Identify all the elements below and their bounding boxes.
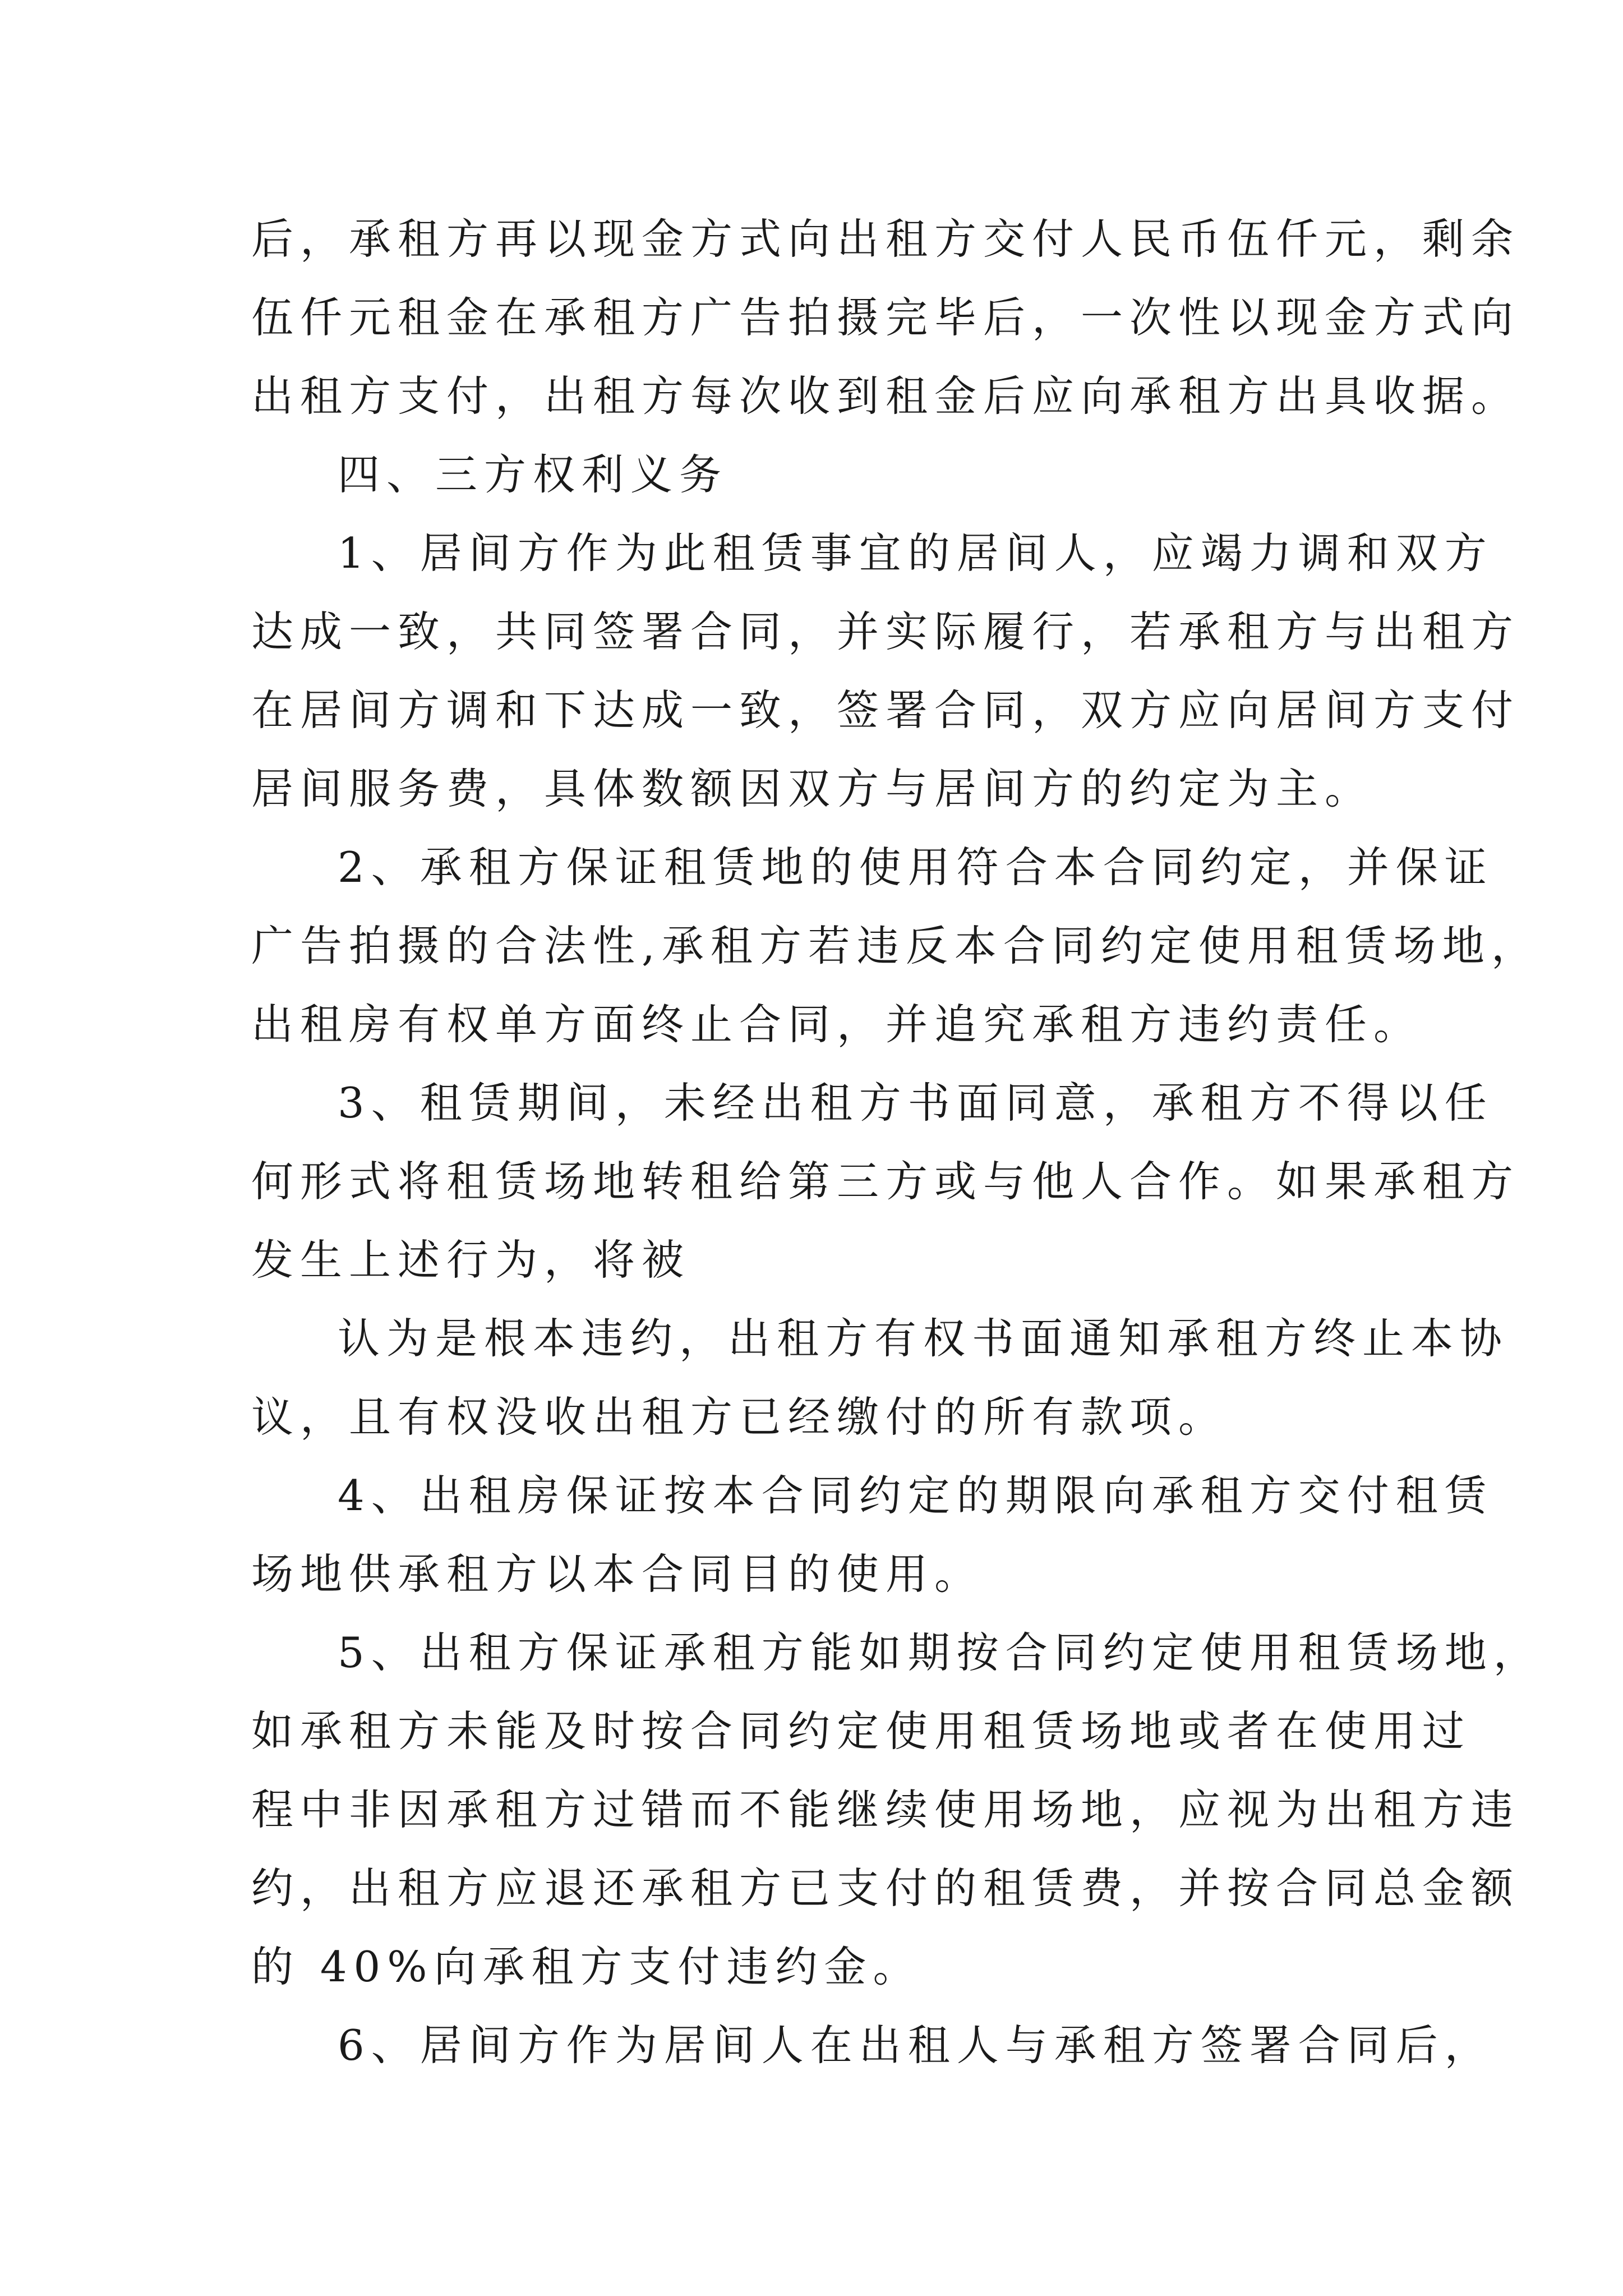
text-line: 在居间方调和下达成一致，签署合同，双方应向居间方支付	[251, 685, 1520, 735]
document-body	[251, 200, 1542, 2085]
text-line: 4、出租房保证按本合同约定的期限向承租方交付租赁	[338, 1471, 1493, 1520]
text-line: 2、承租方保证租赁地的使用符合本合同约定，并保证	[338, 843, 1493, 892]
text-line: 6、居间方作为居间人在出租人与承租方签署合同后，	[338, 2021, 1493, 2070]
text-line: 5、出租方保证承租方能如期按合同约定使用租赁场地，	[338, 1628, 1542, 1677]
text-line: 约，出租方应退还承租方已支付的租赁费，并按合同总金额	[251, 1864, 1520, 1913]
text-line: 3、租赁期间，未经出租方书面同意，承租方不得以任	[338, 1078, 1493, 1128]
text-line: 议，且有权没收出租方已经缴付的所有款项。	[251, 1392, 1228, 1442]
text-line: 场地供承租方以本合同目的使用。	[251, 1549, 984, 1599]
text-line: 出租方支付，出租方每次收到租金后应向承租方出具收据。	[251, 371, 1520, 421]
text-line: 何形式将租赁场地转租给第三方或与他人合作。如果承租方	[251, 1157, 1520, 1206]
text-line: 出租房有权单方面终止合同，并追究承租方违约责任。	[251, 1000, 1423, 1049]
text-line: 的 40%向承租方支付违约金。	[251, 1942, 922, 1991]
text-line: 后，承租方再以现金方式向出租方交付人民币伍仟元，剩余	[251, 214, 1520, 264]
text-line: 程中非因承租方过错而不能继续使用场地，应视为出租方违	[251, 1785, 1520, 1834]
text-line: 认为是根本违约，出租方有权书面通知承租方终止本协	[338, 1314, 1509, 1363]
text-line: 如承租方未能及时按合同约定使用租赁场地或者在使用过	[251, 1706, 1472, 1756]
text-line: 1、居间方作为此租赁事宜的居间人，应竭力调和双方	[338, 528, 1493, 578]
text-line: 发生上述行为，将被	[251, 1235, 691, 1285]
text-line: 达成一致，共同签署合同，并实际履行，若承租方与出租方	[251, 607, 1520, 656]
section-heading: 四、三方权利义务	[338, 450, 728, 499]
text-line: 广告拍摄的合法性,承租方若违反本合同约定使用租赁场地，	[251, 921, 1540, 970]
text-line: 伍仟元租金在承租方广告拍摄完毕后，一次性以现金方式向	[251, 293, 1520, 342]
text-line: 居间服务费，具体数额因双方与居间方的约定为主。	[251, 764, 1374, 813]
